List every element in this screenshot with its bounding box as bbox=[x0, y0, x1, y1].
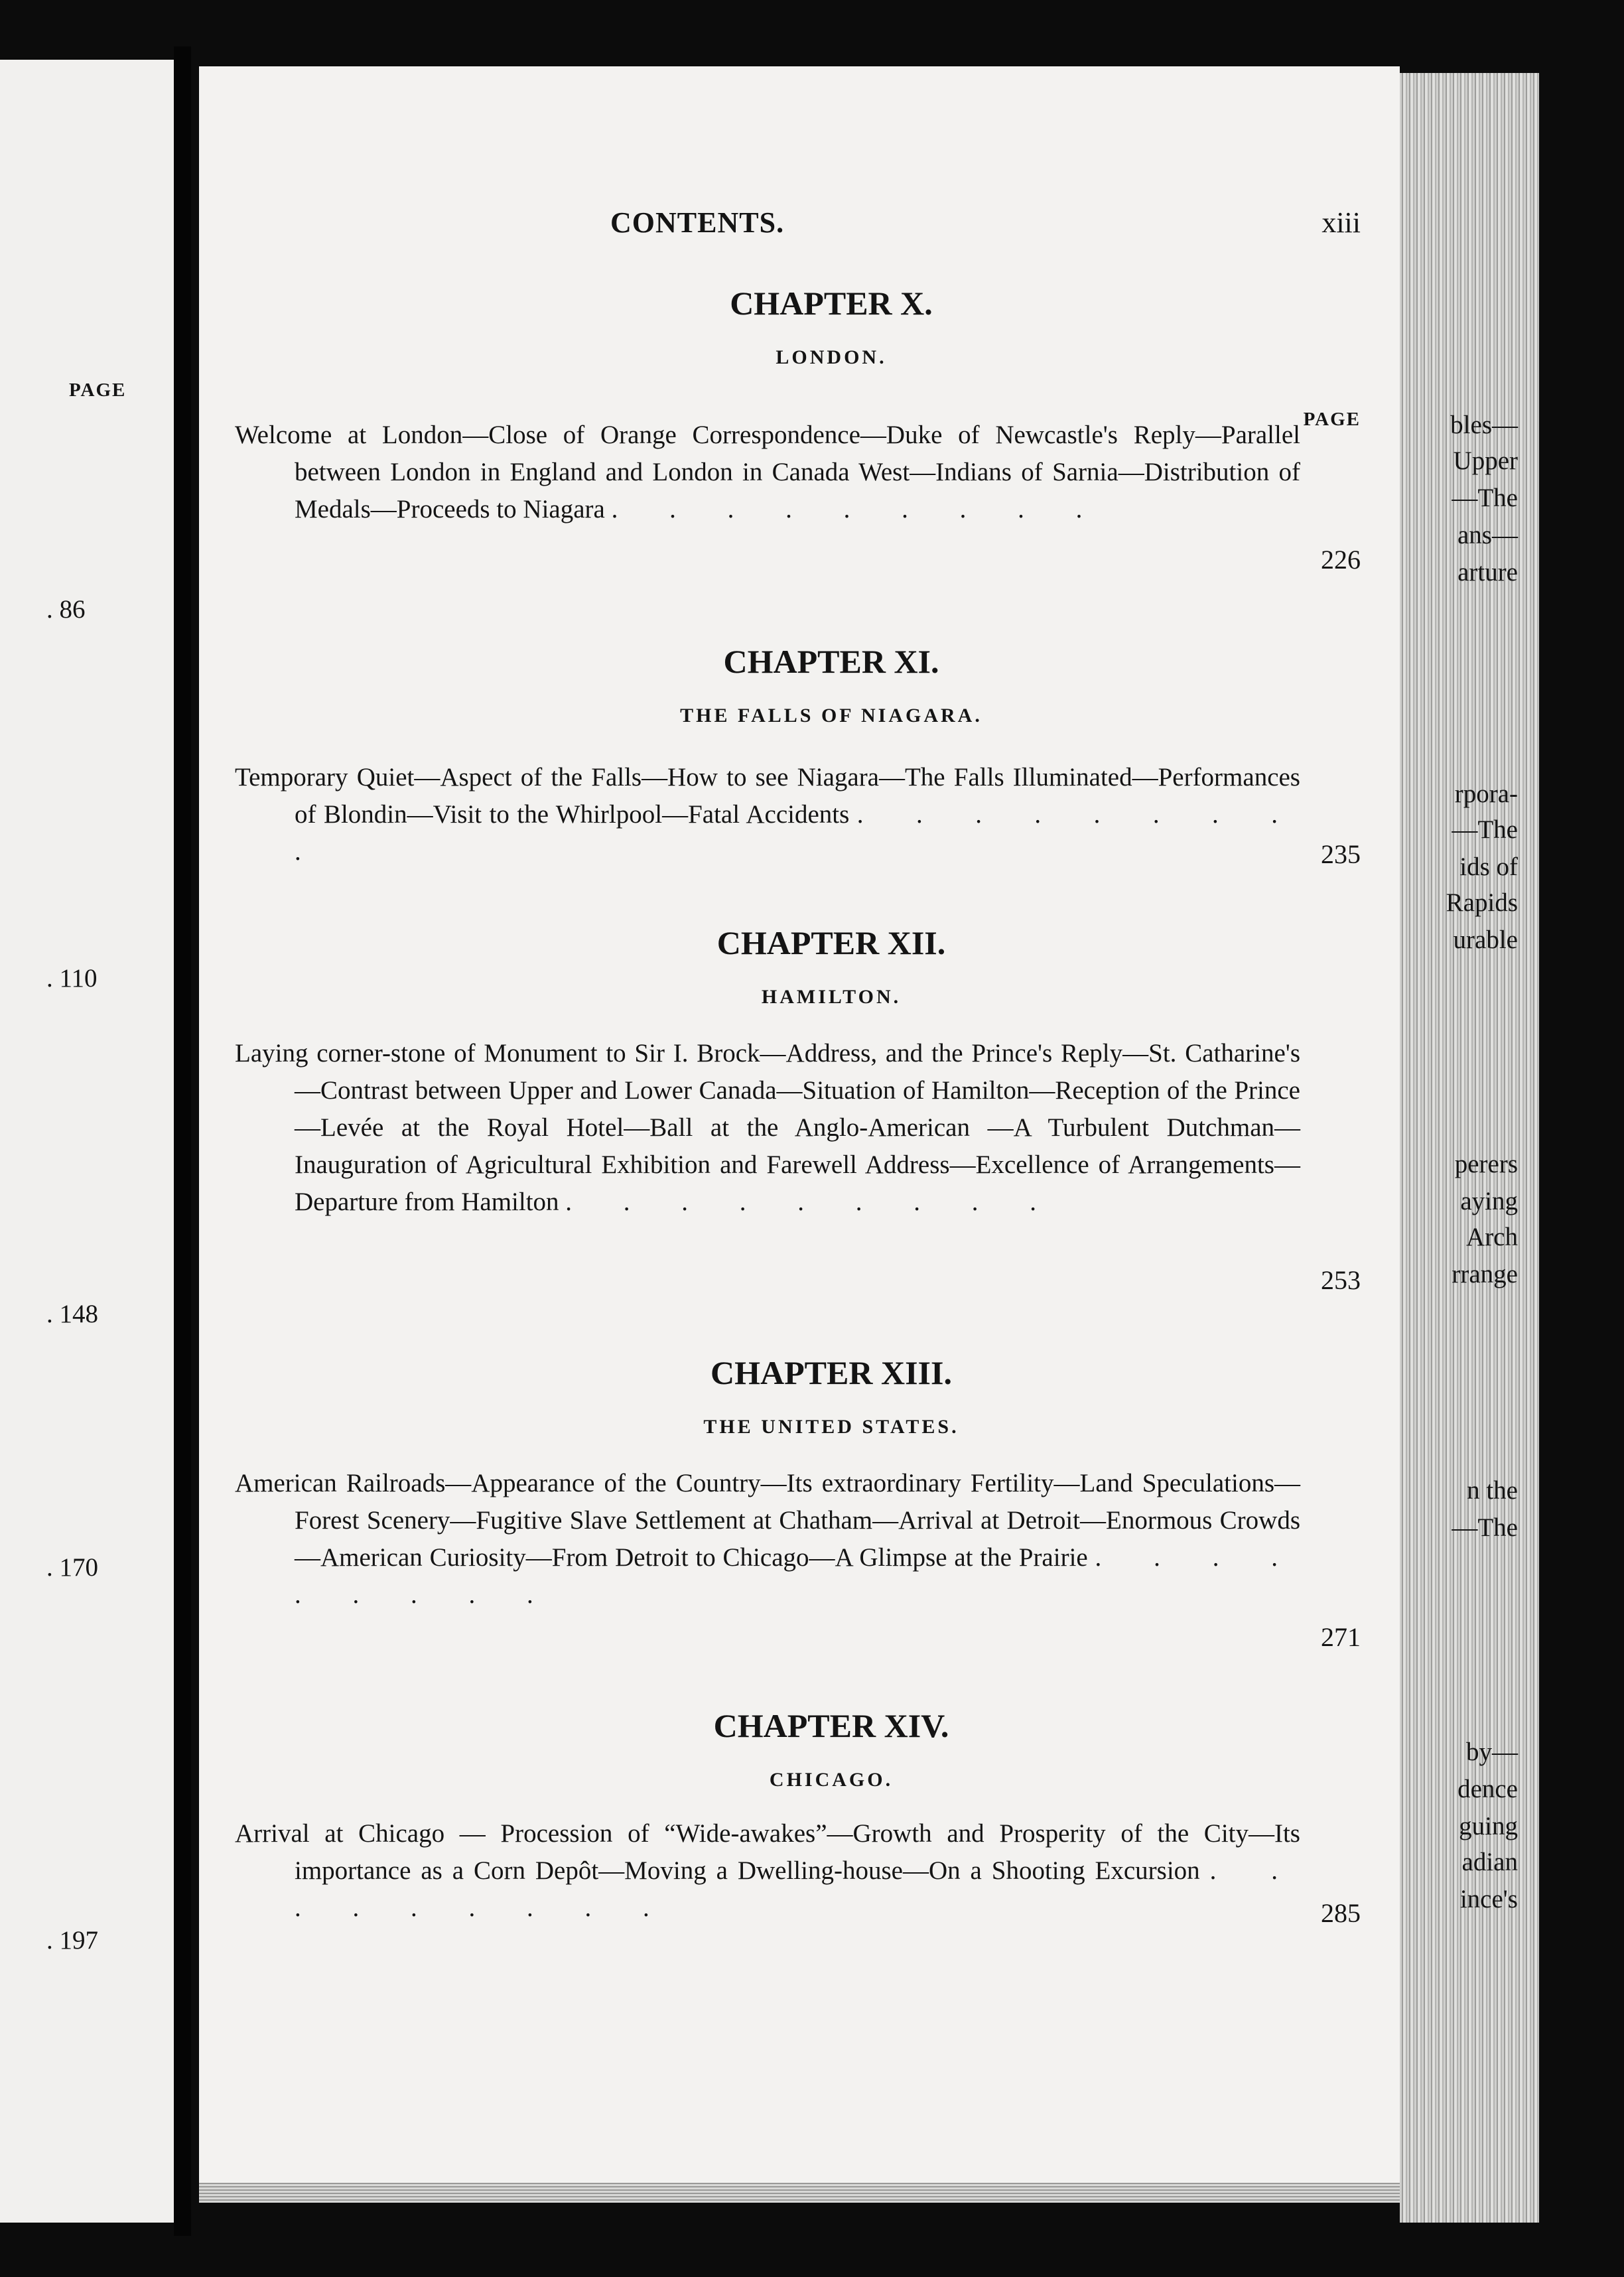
prev-line: n the bbox=[1467, 1476, 1518, 1505]
chapter-summary: Welcome at London—Close of Orange Correspondence—Duke of Newcastle's Reply—Parallel between London in England and London in Canada West—Indians of Sarnia—Distribution of Medals—Proceeds to Niagara . . . . . . . . . bbox=[235, 421, 1300, 523]
leader-dots: . . . . . . . . . bbox=[611, 495, 1105, 523]
prev-line: —The bbox=[1452, 484, 1518, 512]
prev-page-number: . 86 bbox=[46, 595, 86, 624]
prev-line: aying bbox=[1460, 1187, 1518, 1215]
chapter-entry bbox=[199, 924, 1400, 1008]
running-title: CONTENTS. bbox=[610, 206, 785, 239]
chapter-subtitle: THE FALLS OF NIAGARA. bbox=[680, 705, 982, 726]
chapter-summary: Arrival at Chicago — Procession of “Wide-awakes”—Growth and Prosperity of the City—Its importance as a Corn Depôt—Moving a Dwelling-house—On a Shooting Excursion . . . . . . . . . bbox=[235, 1819, 1301, 1922]
chapter-entry bbox=[199, 1353, 1400, 1438]
prev-line: Upper bbox=[1453, 447, 1518, 475]
page-number: 285 bbox=[1321, 1898, 1361, 1928]
prev-line: urable bbox=[1453, 926, 1518, 954]
leader-dots: . . . . . . . . . bbox=[295, 1543, 1301, 1609]
prev-line: arture bbox=[1457, 558, 1518, 586]
prev-page-number: . 148 bbox=[46, 1300, 98, 1328]
page-column-label: PAGE bbox=[1303, 409, 1361, 430]
prev-line: ince's bbox=[1459, 1885, 1518, 1913]
prev-line: ans— bbox=[1457, 521, 1518, 549]
contents-content bbox=[199, 0, 1400, 2277]
page-number: 226 bbox=[1321, 545, 1361, 575]
chapter-heading: CHAPTER XIII. bbox=[710, 1354, 952, 1391]
prev-line: —The bbox=[1452, 815, 1518, 844]
page-number: 271 bbox=[1321, 1622, 1361, 1652]
chapter-heading: CHAPTER X. bbox=[730, 285, 933, 322]
chapter-heading: CHAPTER XI. bbox=[723, 643, 939, 680]
prev-page-number: . 170 bbox=[46, 1553, 98, 1582]
chapter-summary: Temporary Quiet—Aspect of the Falls—How to see Niagara—The Falls Illuminated—Performances of Blondin—Visit to the Whirlpool—Fatal Accidents . . . . . . . . . bbox=[235, 763, 1301, 866]
prev-line: dence bbox=[1457, 1775, 1518, 1803]
prev-line: perers bbox=[1454, 1150, 1518, 1178]
prev-line: guing bbox=[1459, 1812, 1518, 1840]
chapter-heading: CHAPTER XIV. bbox=[713, 1707, 949, 1744]
leader-dots: . . . . . . . . . bbox=[295, 1856, 1301, 1922]
prev-line: —The bbox=[1452, 1513, 1518, 1542]
prev-line: by— bbox=[1466, 1738, 1518, 1766]
chapter-subtitle: THE UNITED STATES. bbox=[703, 1416, 959, 1438]
prev-line: ids of bbox=[1459, 853, 1518, 881]
prev-line: rrange bbox=[1452, 1260, 1518, 1288]
chapter-subtitle: HAMILTON. bbox=[761, 986, 902, 1008]
page-gutter bbox=[174, 46, 191, 2236]
prev-line: Rapids bbox=[1446, 888, 1518, 917]
chapter-subtitle: CHICAGO. bbox=[769, 1769, 894, 1791]
prev-page-number: . 197 bbox=[46, 1926, 98, 1955]
leader-dots: . . . . . . . . . bbox=[295, 800, 1301, 866]
prev-page-label: PAGE bbox=[69, 380, 127, 401]
page-number: 253 bbox=[1321, 1265, 1361, 1295]
page-number: 235 bbox=[1321, 839, 1361, 869]
prev-line: Arch bbox=[1466, 1223, 1518, 1251]
chapter-summary: Laying corner-stone of Monument to Sir I. Brock—Address, and the Prince's Reply—St. Catharine's—Contrast between Upper and Lower Canada—Situation of Hamilton—Reception of the Prince—Levée at the Royal Hotel—Ball at the Anglo-American —A Turbulent Dutchman—Inauguration of Agricultural Exhibition and Farewell Address—Excellence of Arrangements—Departure from Hamilton . . . . . . . . . bbox=[235, 1039, 1300, 1216]
folio-number: xiii bbox=[1321, 206, 1361, 239]
leader-dots: . . . . . . . . . bbox=[565, 1188, 1059, 1216]
prev-line: rpora- bbox=[1454, 780, 1518, 808]
prev-line: bles— bbox=[1450, 411, 1518, 439]
chapter-entry bbox=[199, 1706, 1400, 1791]
chapter-subtitle: LONDON. bbox=[776, 346, 887, 368]
prev-line: adian bbox=[1461, 1848, 1518, 1876]
chapter-summary: American Railroads—Appearance of the Country—Its extraordinary Fertility—Land Speculations—Forest Scenery—Fugitive Slave Settlement at Chatham—Arrival at Detroit—Enormous Crowds —American Curiosity—From Detroit to Chicago—A Glimpse at the Prairie . . . . . . . . . bbox=[235, 1469, 1301, 1609]
chapter-entry bbox=[199, 642, 1400, 727]
running-header bbox=[199, 206, 1400, 245]
chapter-entry bbox=[199, 284, 1400, 369]
chapter-heading: CHAPTER XII. bbox=[716, 924, 946, 961]
prev-page-number: . 110 bbox=[46, 964, 98, 993]
